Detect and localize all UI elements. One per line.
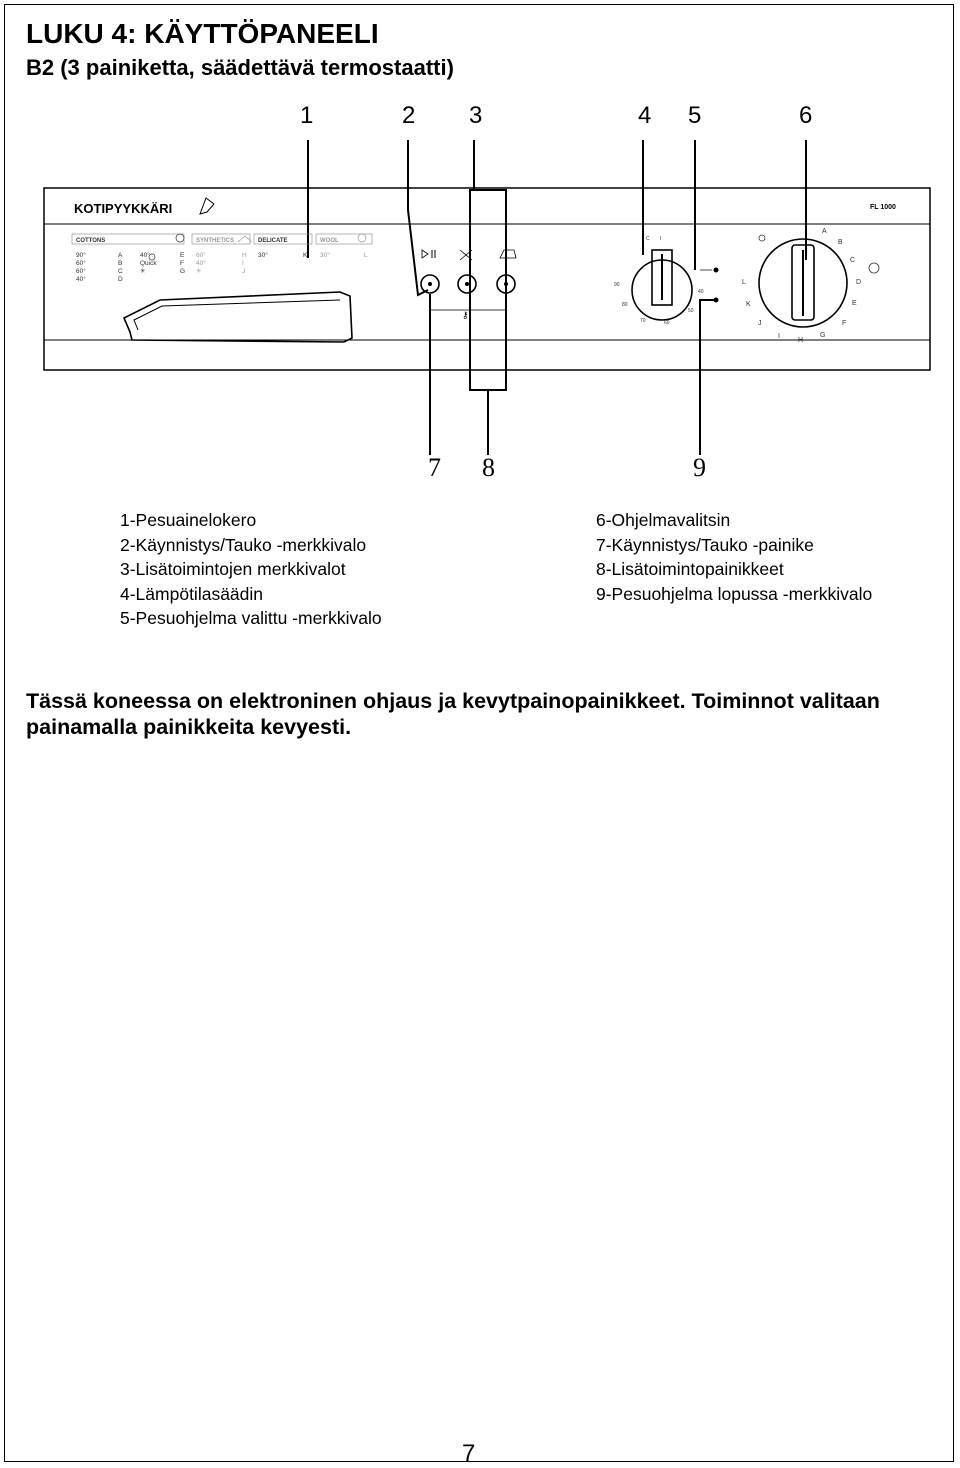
svg-text:90°: 90°: [76, 252, 86, 259]
control-panel-diagram: [0, 0, 960, 500]
svg-text:✳: ✳: [140, 268, 146, 275]
callout-1: 1: [300, 102, 314, 129]
svg-text:J: J: [758, 320, 762, 327]
legend-item: 9-Pesuohjelma lopussa -merkkivalo: [596, 583, 873, 604]
svg-text:✳: ✳: [196, 268, 202, 275]
header-synthetics: SYNTHETICS: [196, 238, 235, 244]
svg-text:I: I: [778, 333, 780, 340]
svg-text:I: I: [660, 236, 662, 242]
brand-name: KOTIPYYKKÄRI: [74, 201, 173, 216]
easy-iron-icon: [500, 250, 516, 258]
svg-text:K: K: [303, 252, 308, 259]
svg-text:Quick: Quick: [140, 260, 157, 267]
key-icon: ⚷: [462, 310, 469, 320]
svg-text:60°: 60°: [196, 252, 206, 259]
program-selector-knob: [759, 239, 847, 327]
header-wool: WOOL: [320, 238, 339, 244]
svg-text:K: K: [746, 301, 751, 308]
callout-7: 7: [428, 453, 441, 482]
callout-9: 9: [693, 453, 706, 482]
svg-text:E: E: [852, 300, 857, 307]
svg-text:30°: 30°: [320, 252, 330, 259]
callout-8: 8: [482, 453, 495, 482]
page-number: 7: [462, 1440, 476, 1467]
program-selected-light: [714, 268, 719, 273]
callout-3: 3: [469, 102, 483, 129]
svg-text:60: 60: [664, 320, 670, 326]
brand-logo-icon: [200, 198, 214, 214]
page-subtitle: B2 (3 painiketta, säädettävä termostaatti): [26, 55, 454, 80]
svg-text:F: F: [842, 320, 847, 327]
svg-text:40°: 40°: [140, 252, 150, 259]
legend-item: 6-Ohjelmavalitsin: [596, 510, 731, 530]
svg-text:C: C: [850, 257, 856, 264]
model-label: FL 1000: [870, 204, 896, 211]
svg-text:60°: 60°: [76, 260, 86, 267]
svg-text:30°: 30°: [258, 252, 268, 259]
svg-text:40: 40: [698, 289, 704, 295]
legend-item: 8-Lisätoimintopainikkeet: [596, 559, 784, 579]
page-title: LUKU 4: KÄYTTÖPANEELI: [26, 18, 379, 49]
header-cottons: COTTONS: [76, 238, 106, 244]
header-delicate: DELICATE: [258, 238, 288, 244]
svg-text:C: C: [646, 236, 650, 242]
legend-right: [596, 508, 872, 606]
svg-text:J: J: [242, 268, 246, 275]
svg-text:90: 90: [614, 282, 620, 288]
svg-text:H: H: [798, 337, 804, 344]
spin-icon: [759, 235, 765, 241]
svg-text:E: E: [180, 252, 185, 259]
svg-text:A: A: [118, 252, 123, 259]
eco-icon-2: [869, 263, 879, 273]
callout-2: 2: [402, 102, 416, 129]
svg-text:C: C: [118, 268, 123, 275]
svg-text:50: 50: [688, 308, 694, 314]
svg-text:H: H: [242, 252, 247, 259]
thermostat-knob: [632, 250, 692, 320]
callout-6: 6: [799, 102, 813, 129]
legend-item: 5-Pesuohjelma valittu -merkkivalo: [120, 608, 382, 628]
svg-text:D: D: [856, 279, 862, 286]
eco-icon: [176, 234, 184, 242]
svg-text:B: B: [838, 239, 843, 246]
svg-text:L: L: [364, 252, 368, 259]
svg-text:L: L: [742, 279, 746, 286]
svg-text:F: F: [180, 260, 184, 267]
svg-text:I: I: [242, 260, 244, 267]
svg-text:80: 80: [622, 302, 628, 308]
callout-4: 4: [638, 102, 652, 129]
svg-text:60°: 60°: [76, 268, 86, 275]
svg-text:G: G: [180, 268, 186, 275]
svg-text:A: A: [822, 228, 827, 235]
svg-text:B: B: [118, 260, 123, 267]
legend-item: 2-Käynnistys/Tauko -merkkivalo: [120, 534, 367, 555]
legend-item: 3-Lisätoimintojen merkkivalot: [120, 559, 346, 579]
legend-item: 1-Pesuainelokero: [120, 510, 257, 530]
detergent-drawer-handle: [124, 292, 352, 342]
description-paragraph: Tässä koneessa on elektroninen ohjaus ja kevytpainopainikkeet. Toiminnot valitaan painamalla painikkeita kevyesti.: [26, 689, 880, 739]
legend-item: 4-Lämpötilasäädin: [120, 583, 264, 604]
legend-item: 7-Käynnistys/Tauko -painike: [596, 534, 814, 555]
svg-text:G: G: [820, 332, 826, 339]
callout-5: 5: [688, 102, 702, 129]
svg-text:40°: 40°: [76, 276, 86, 283]
wool-icon: [358, 234, 366, 242]
start-pause-icon: [422, 250, 428, 258]
legend-left: [120, 508, 382, 631]
svg-text:40°: 40°: [196, 260, 206, 267]
svg-text:70: 70: [640, 318, 646, 324]
svg-text:D: D: [118, 276, 123, 283]
